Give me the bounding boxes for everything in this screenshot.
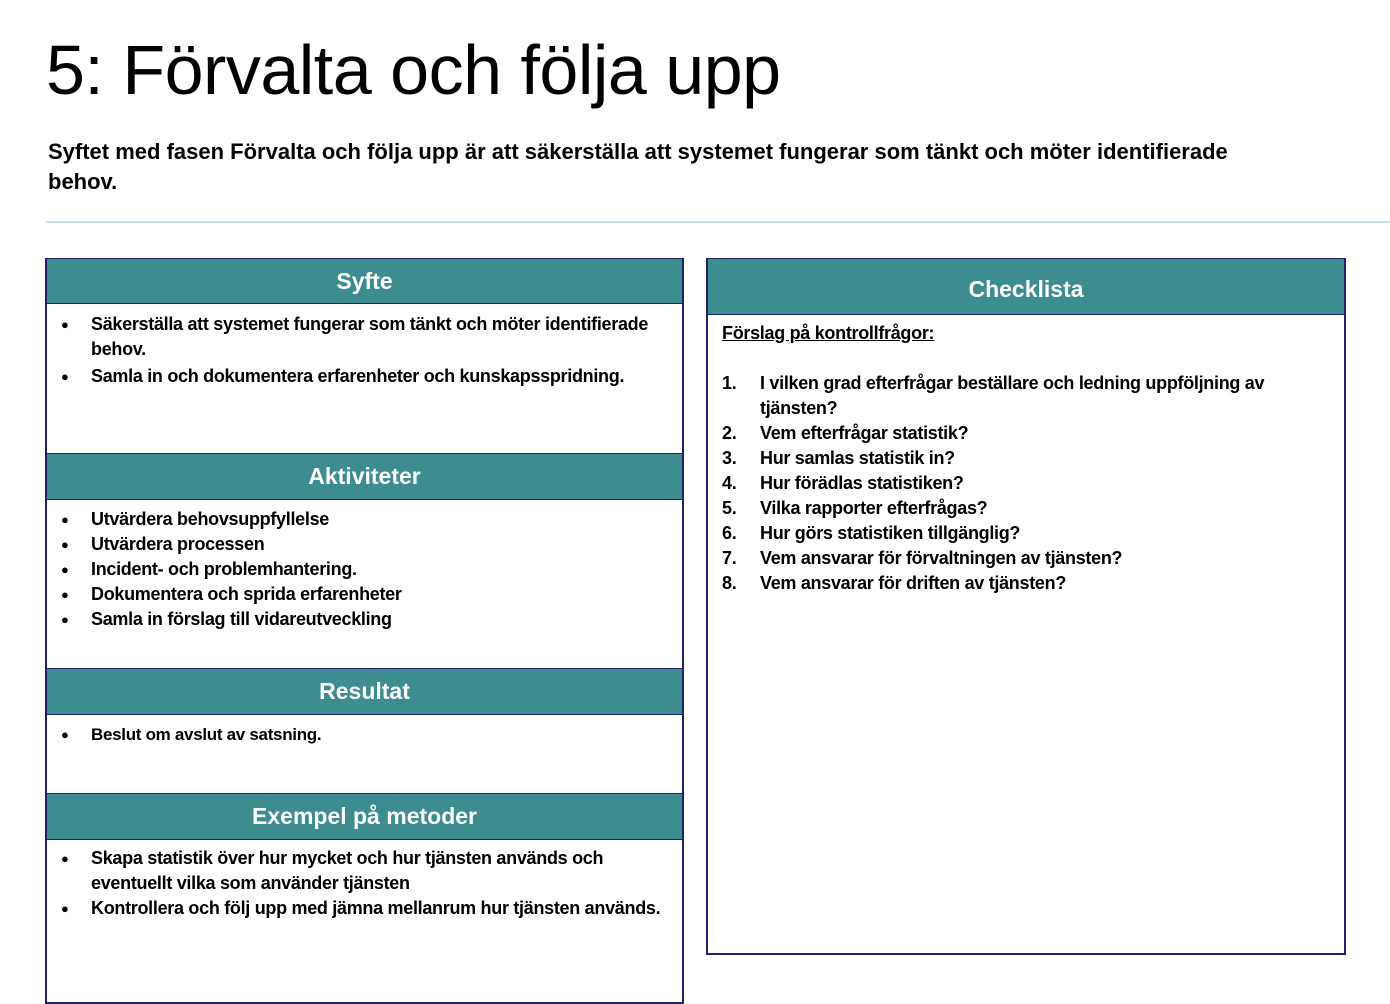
checklist-header bbox=[708, 258, 1344, 315]
syfte-header bbox=[47, 258, 682, 304]
metoder-item: ● Kontrollera och följ upp med jämna mellanrum hur tjänsten används. bbox=[47, 896, 682, 921]
metoder-body bbox=[47, 846, 682, 996]
checklist-heading: Checklista bbox=[968, 276, 1084, 302]
aktiviteter-item: ● Incident- och problemhantering. bbox=[47, 557, 682, 582]
checklist-subheading: Förslag på kontrollfrågor: bbox=[722, 323, 935, 343]
syfte-body bbox=[47, 312, 682, 452]
checklist-item: 8. Vem ansvarar för driften av tjänsten? bbox=[722, 573, 1067, 593]
syfte-item: ● Samla in och dokumentera erfarenheter och kunskapsspridning. bbox=[47, 362, 682, 391]
metoder-header bbox=[47, 793, 682, 840]
resultat-heading: Resultat bbox=[319, 678, 410, 704]
checklist-item: 3. Hur samlas statistik in? bbox=[722, 448, 955, 468]
resultat-body bbox=[47, 722, 682, 792]
aktiviteter-body bbox=[47, 507, 682, 667]
checklist-item: 1. I vilken grad efterfrågar beställare och ledning uppföljning av tjänsten? bbox=[722, 373, 1265, 418]
checklist-body bbox=[708, 321, 1344, 596]
syfte-heading: Syfte bbox=[336, 268, 393, 294]
resultat-item: ● Beslut om avslut av satsning. bbox=[47, 722, 682, 747]
aktiviteter-header bbox=[47, 453, 682, 500]
left-column-panel bbox=[45, 258, 684, 1004]
checklist-panel bbox=[706, 258, 1346, 955]
page-title: 5: Förvalta och följa upp bbox=[46, 31, 781, 109]
page-subtitle: Syftet med fasen Förvalta och följa upp är att säkerställa att systemet fungerar som tänkt och möter identifierade behov. bbox=[48, 139, 1228, 194]
checklist-item: 6. Hur görs statistiken tillgänglig? bbox=[722, 523, 1021, 543]
resultat-header bbox=[47, 668, 682, 715]
syfte-item: ● Säkerställa att systemet fungerar som tänkt och möter identifierade behov. bbox=[47, 312, 682, 362]
checklist-item: 7. Vem ansvarar för förvaltningen av tjänsten? bbox=[722, 548, 1123, 568]
checklist-item: 2. Vem efterfrågar statistik? bbox=[722, 423, 969, 443]
aktiviteter-item: ● Samla in förslag till vidareutveckling bbox=[47, 607, 682, 632]
aktiviteter-heading: Aktiviteter bbox=[308, 463, 421, 489]
metoder-heading: Exempel på metoder bbox=[252, 803, 477, 829]
checklist-item: 4. Hur förädlas statistiken? bbox=[722, 473, 964, 493]
aktiviteter-item: ● Utvärdera processen bbox=[47, 532, 682, 557]
divider-rule bbox=[46, 221, 1390, 223]
metoder-item: ● Skapa statistik över hur mycket och hur tjänsten används och eventuellt vilka som använder tjänsten bbox=[47, 846, 682, 896]
aktiviteter-item: ● Utvärdera behovsuppfyllelse bbox=[47, 507, 682, 532]
checklist-item: 5. Vilka rapporter efterfrågas? bbox=[722, 498, 988, 518]
aktiviteter-item: ● Dokumentera och sprida erfarenheter bbox=[47, 582, 682, 607]
